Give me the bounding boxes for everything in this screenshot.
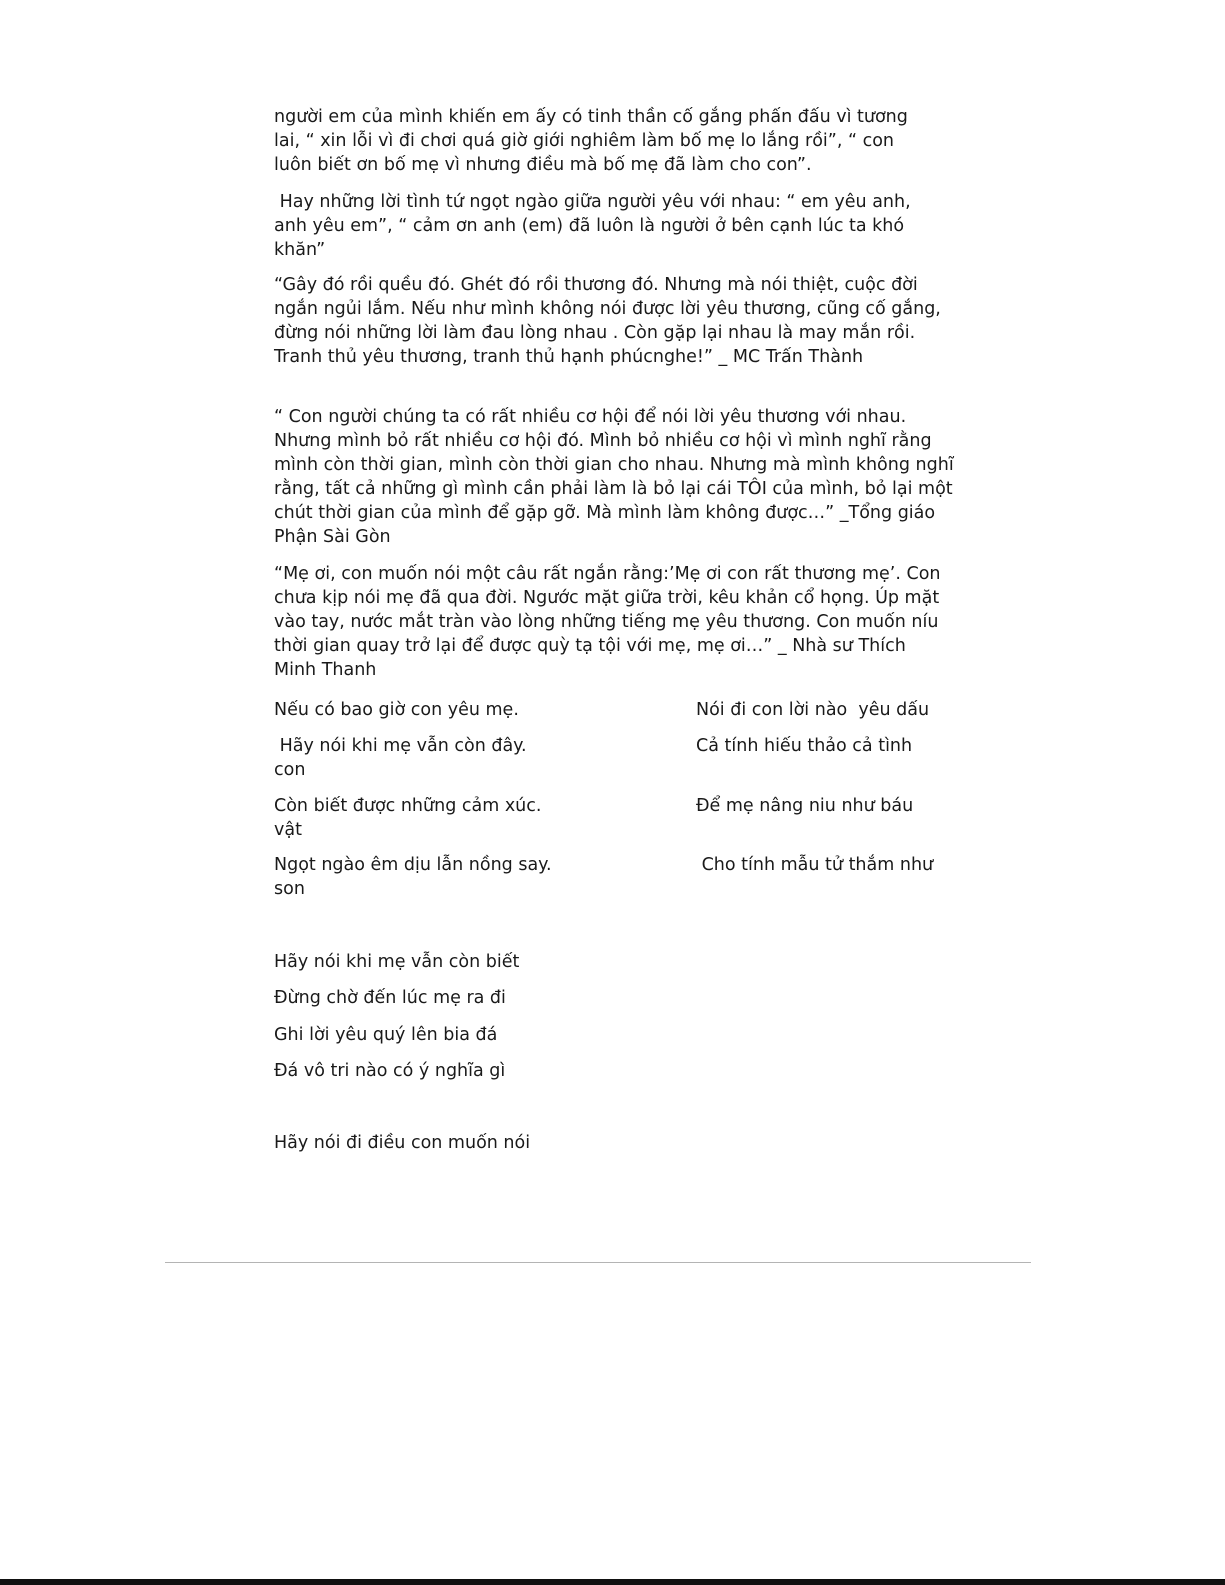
poem-left-line-3: Còn biết được những cảm xúc. vật: [274, 796, 542, 840]
poem-right-line-3: Để mẹ nâng niu như báu: [696, 796, 914, 816]
poem-left-line-4: Ngọt ngào êm dịu lẫn nồng say. son: [274, 855, 552, 899]
paragraph-quote-tran-thanh: “Gây đó rồi quều đó. Ghét đó rồi thương đó. Nhưng mà nói thiệt, cuộc đời ngắn ngủi lắm. Nếu như mình không nói được lời yêu thương, cũng cố gắng, đừng nói những lời làm đau lòng nhau . Còn gặp lại nhau là may mắn rồi. Tranh thủ yêu thương, tranh thủ hạnh phúcnghe!” _ MC Trấn Thành: [274, 275, 947, 367]
paragraph-1: người em của mình khiến em ấy có tinh thần cố gắng phấn đấu vì tương lai, “ xin lỗi vì đi chơi quá giờ giới nghiêm làm bố mẹ lo lắng rồi”, “ con luôn biết ơn bố mẹ vì nhưng điều mà bố mẹ đã làm cho con”.: [274, 107, 914, 175]
tail-line-1: Hãy nói khi mẹ vẫn còn biết: [274, 952, 520, 972]
poem-right-line-2: Cả tính hiếu thảo cả tình: [696, 736, 913, 756]
paragraph-quote-tong-giao-phan: “ Con người chúng ta có rất nhiều cơ hội để nói lời yêu thương với nhau. Nhưng mình bỏ rất nhiều cơ hội đó. Mình bỏ nhiều cơ hội vì mình nghĩ rằng mình còn thời gian, mình còn thời gian cho nhau. Nhưng mà mình không nghĩ rằng, tất cả những gì mình cần phải làm là bỏ lại cái TÔI của mình, bỏ lại một chút thời gian của mình để gặp gỡ. Mà mình làm không được…” _Tổng giáo Phận Sài Gòn: [274, 407, 960, 547]
page-bottom-edge: [0, 1579, 1225, 1585]
tail-line-5: Hãy nói đi điều con muốn nói: [274, 1133, 531, 1153]
tail-line-4: Đá vô tri nào có ý nghĩa gì: [274, 1061, 506, 1081]
page-footer-divider: [165, 1262, 1031, 1263]
poem-right-line-4: Cho tính mẫu tử thắm như: [696, 855, 934, 875]
poem-left-line-1: Nếu có bao giờ con yêu mẹ.: [274, 700, 519, 720]
paragraph-2: Hay những lời tình tứ ngọt ngào giữa người yêu với nhau: “ em yêu anh, anh yêu em”, “ cảm ơn anh (em) đã luôn là người ở bên cạnh lúc ta khó khăn”: [274, 192, 917, 260]
poem-left-line-2: Hãy nói khi mẹ vẫn còn đây. con: [274, 736, 527, 780]
poem-right-line-1: Nói đi con lời nào yêu dấu: [696, 700, 930, 720]
tail-line-3: Ghi lời yêu quý lên bia đá: [274, 1025, 498, 1045]
tail-line-2: Đừng chờ đến lúc mẹ ra đi: [274, 988, 506, 1008]
paragraph-quote-thich-minh-thanh: “Mẹ ơi, con muốn nói một câu rất ngắn rằng:’Mẹ ơi con rất thương mẹ’. Con chưa kịp nói mẹ đã qua đời. Ngước mặt giữa trời, kêu khản cổ họng. Úp mặt vào tay, nước mắt tràn vào lòng những tiếng mẹ yêu thương. Con muốn níu thời gian quay trở lại để được quỳ tạ tội với mẹ, mẹ ơi…” _ Nhà sư Thích Minh Thanh: [274, 564, 947, 680]
